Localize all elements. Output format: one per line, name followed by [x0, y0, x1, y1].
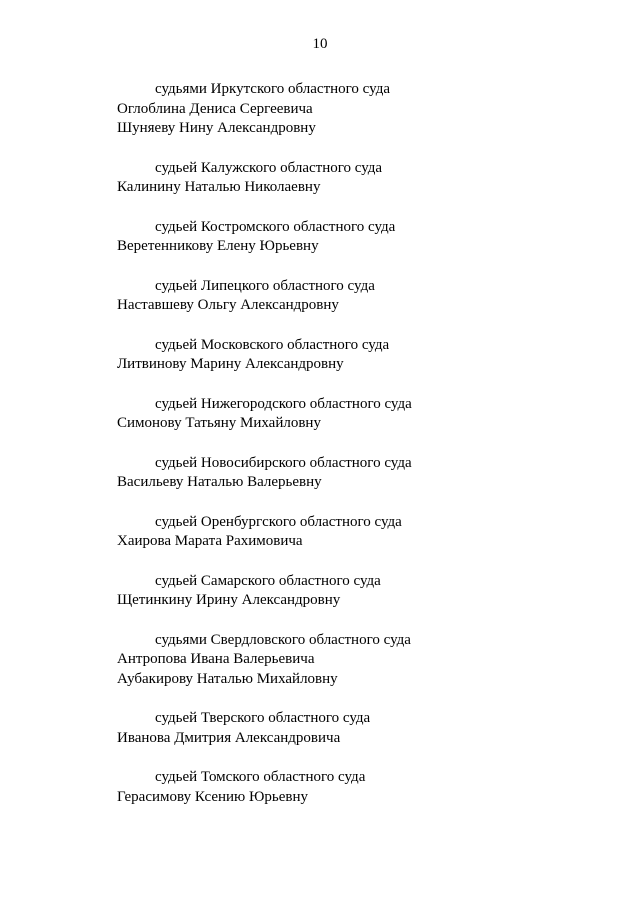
- appointment-entry: [117, 709, 597, 748]
- appointment-entry: [117, 395, 597, 434]
- judge-name: Васильеву Наталью Валерьевну: [117, 474, 322, 490]
- court-line: судьей Нижегородского областного суда: [155, 395, 412, 412]
- judge-name: Калинину Наталью Николаевну: [117, 179, 321, 195]
- court-line: судьей Новосибирского областного суда: [155, 454, 412, 471]
- judge-name: Симонову Татьяну Михайловну: [117, 415, 321, 431]
- judge-name: Хаирова Марата Рахимовича: [117, 533, 303, 549]
- appointment-entry: [117, 218, 597, 257]
- court-line: судьей Тверского областного суда: [155, 710, 371, 726]
- judge-name: Щетинкину Ирину Александровну: [117, 592, 341, 608]
- judge-name: Иванова Дмитрия Александровича: [117, 729, 341, 746]
- court-line: судьей Липецкого областного суда: [155, 277, 375, 294]
- judge-name: Оглоблина Дениса Сергеевича: [117, 100, 313, 117]
- court-line: судьями Свердловского областного суда: [155, 631, 411, 648]
- appointment-entry: [117, 80, 597, 139]
- appointment-entry: [117, 631, 597, 690]
- appointment-entry: [117, 454, 597, 493]
- page-number: 10: [312, 36, 328, 52]
- court-line: судьей Томского областного суда: [155, 769, 366, 785]
- judge-name: Аубакирову Наталью Михайловну: [117, 670, 338, 687]
- court-line: судьей Московского областного суда: [155, 336, 390, 353]
- appointment-entry: [117, 277, 597, 316]
- appointment-entry: [117, 572, 597, 611]
- court-line: судьей Калужского областного суда: [155, 159, 383, 176]
- appointment-entry: [117, 336, 597, 375]
- court-line: судьей Костромского областного суда: [155, 218, 396, 235]
- court-line: судьей Самарского областного суда: [155, 572, 381, 589]
- court-line: судьями Иркутского областного суда: [155, 81, 390, 97]
- judge-name: Наставшеву Ольгу Александровну: [117, 297, 339, 313]
- appointment-entry: [117, 159, 597, 198]
- appointment-entry: [117, 768, 597, 807]
- judge-name: Литвинову Марину Александровну: [117, 356, 344, 372]
- appointment-list: [117, 80, 597, 827]
- judge-name: Веретенникову Елену Юрьевну: [117, 238, 319, 254]
- judge-name: Герасимову Ксению Юрьевну: [117, 788, 309, 805]
- judge-name: Антропова Ивана Валерьевича: [117, 651, 315, 667]
- appointment-entry: [117, 513, 597, 552]
- court-line: судьей Оренбургского областного суда: [155, 513, 402, 530]
- judge-name: Шуняеву Нину Александровну: [117, 120, 316, 136]
